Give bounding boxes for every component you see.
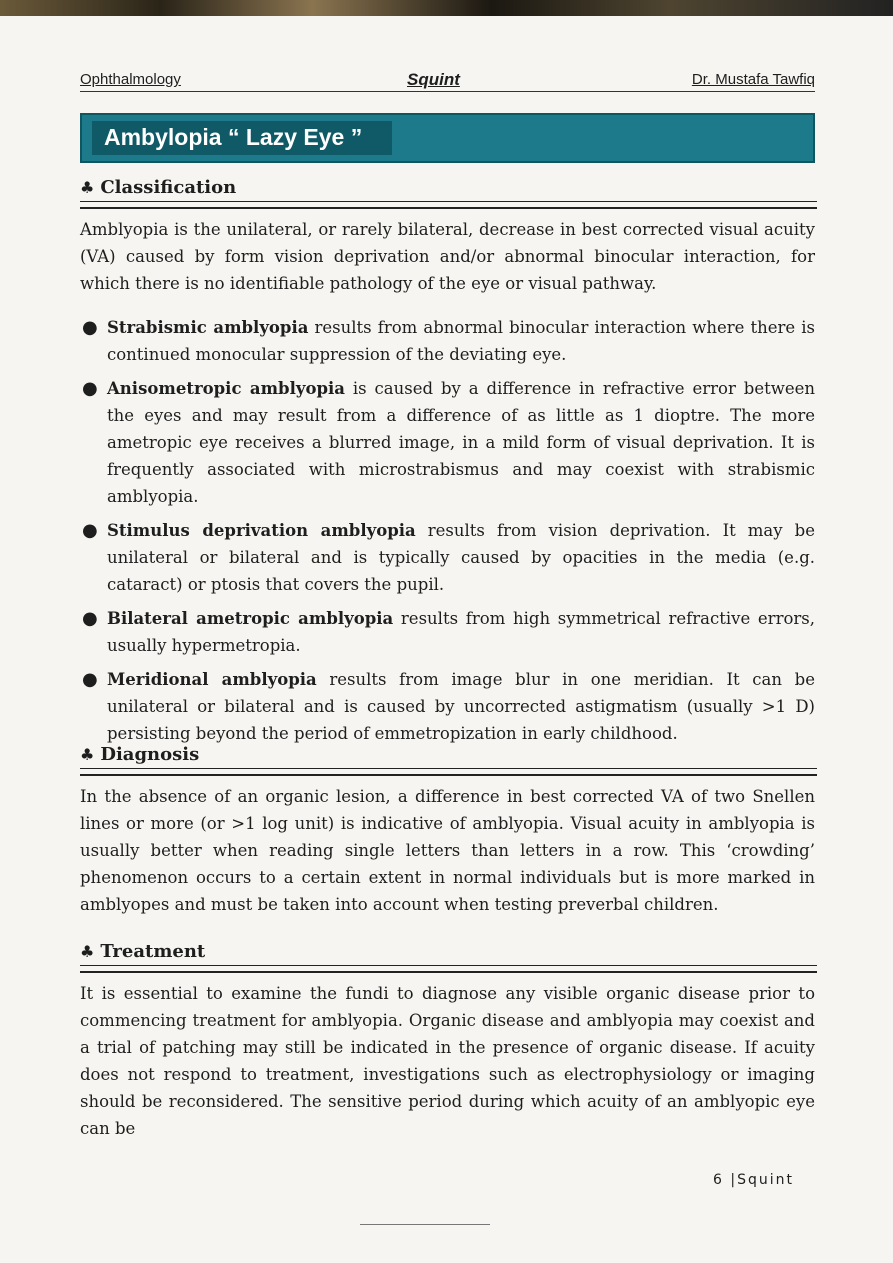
section-heading-diagnosis <box>80 744 817 765</box>
bullet-icon: ● <box>82 317 98 338</box>
list-item-text: results from vision deprivation. It may be unilateral or bilateral and is typically caused by opacities in the media (e.g. cataract) or ptosis that covers the pupil. <box>107 521 815 594</box>
bullet-icon: ● <box>82 669 98 690</box>
list-item <box>80 517 815 598</box>
section-heading-treatment <box>80 941 817 962</box>
section-heading-classification <box>80 177 817 198</box>
list-item <box>80 314 815 368</box>
list-item-term: Stimulus deprivation amblyopia <box>107 521 416 540</box>
club-bullet-icon: ♣ <box>80 745 95 764</box>
section-heading-label: Treatment <box>100 941 206 962</box>
running-header <box>80 64 815 92</box>
page-title: Ambylopia “ Lazy Eye ” <box>104 124 363 150</box>
page-number: 6 <box>713 1172 724 1188</box>
list-item-term: Bilateral ametropic amblyopia <box>107 609 394 628</box>
scan-bottom-line <box>360 1224 490 1225</box>
list-item-text: results from image blur in one meridian. It can be unilateral or bilateral and is caused by uncorrected astigmatism (usually >1 D) persisting beyond the period of emmetropization in early childhood. <box>107 670 815 743</box>
list-item <box>80 375 815 510</box>
header-rule <box>80 91 815 92</box>
header-chapter: Squint <box>407 70 460 89</box>
section-rule <box>80 201 817 209</box>
bullet-icon: ● <box>82 520 98 541</box>
amblyopia-types-list <box>80 314 815 754</box>
list-item-term: Meridional amblyopia <box>107 670 317 689</box>
list-item-text: results from abnormal binocular interaction where there is continued monocular suppression of the deviating eye. <box>107 318 815 364</box>
list-item <box>80 666 815 747</box>
diagnosis-text: In the absence of an organic lesion, a difference in best corrected VA of two Snellen lines or more (or >1 log unit) is indicative of amblyopia. Visual acuity in amblyopia is usually better when reading single letters than letters in a row. This ‘crowding’ phenomenon occurs to a certain extent in normal individuals but is more marked in amblyopes and must be taken into account when testing preverbal children. <box>80 787 815 914</box>
list-item-term: Anisometropic amblyopia <box>107 379 345 398</box>
bullet-icon: ● <box>82 608 98 629</box>
treatment-text: It is essential to examine the fundi to diagnose any visible organic disease prior to commencing treatment for amblyopia. Organic disease and amblyopia may coexist and a trial of patching may still be indicated in the presence of organic disease. If acuity does not respond to treatment, investigations such as electrophysiology or imaging should be reconsidered. The sensitive period during which acuity of an amblyopic eye can be <box>80 984 815 1138</box>
classification-intro: Amblyopia is the unilateral, or rarely bilateral, decrease in best corrected visual acuity (VA) caused by form vision deprivation and/or abnormal binocular interaction, for which there is no identifiable pathology of the eye or visual pathway. <box>80 220 815 293</box>
club-bullet-icon: ♣ <box>80 178 95 197</box>
section-heading-label: Diagnosis <box>100 744 200 765</box>
club-bullet-icon: ♣ <box>80 942 95 961</box>
title-banner <box>80 113 815 163</box>
list-item <box>80 605 815 659</box>
footer-section: Squint <box>737 1172 794 1188</box>
header-subject: Ophthalmology <box>80 71 181 88</box>
list-item-text: results from high symmetrical refractive errors, usually hypermetropia. <box>107 609 815 655</box>
bullet-icon: ● <box>82 378 98 399</box>
list-item-term: Strabismic amblyopia <box>107 318 309 337</box>
list-item-text: is caused by a difference in refractive error between the eyes and may result from a difference of as little as 1 dioptre. The more ametropic eye receives a blurred image, in a mild form of visual deprivation. It is frequently associated with microstrabismus and may coexist with strabismic amblyopia. <box>107 379 815 506</box>
section-heading-label: Classification <box>100 177 237 198</box>
page-footer: 6 |Squint <box>713 1172 794 1188</box>
section-rule <box>80 768 817 776</box>
section-rule <box>80 965 817 973</box>
header-author: Dr. Mustafa Tawfiq <box>691 71 815 88</box>
